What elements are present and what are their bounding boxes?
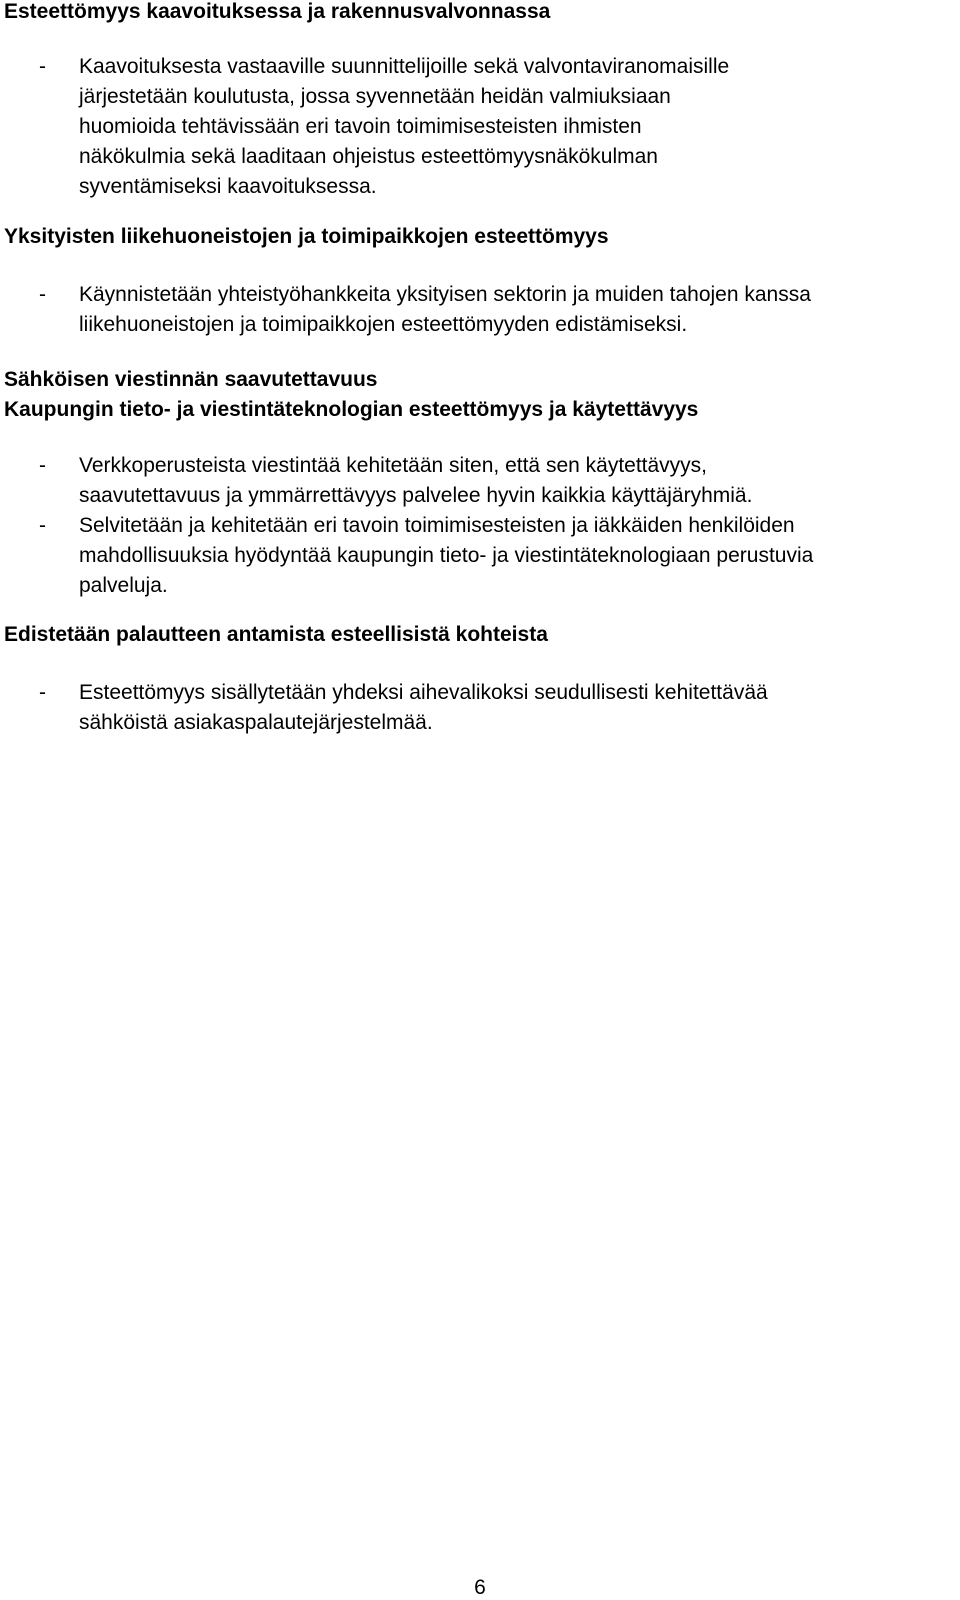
section-subheading: Kaupungin tieto- ja viestintäteknologian esteettömyys ja käytettävyys — [4, 398, 699, 421]
page-number: 6 — [474, 1576, 486, 1599]
list-item-line: Verkkoperusteista viestintää kehitetään siten, että sen käytettävyys, — [79, 454, 708, 477]
list-item-line: huomioida tehtävissään eri tavoin toimimisesteisten ihmisten — [79, 115, 642, 138]
list-item-line: sähköistä asiakaspalautejärjestelmää. — [79, 711, 433, 734]
list-item-line: palveluja. — [79, 574, 168, 597]
bullet-list — [0, 451, 949, 601]
list-item — [0, 52, 949, 202]
list-item-line: näkökulmia sekä laaditaan ohjeistus esteettömyysnäkökulman — [79, 145, 658, 168]
list-item-line: saavutettavuus ja ymmärrettävyys palvelee hyvin kaikkia käyttäjäryhmiä. — [79, 484, 753, 507]
list-item-line: liikehuoneistojen ja toimipaikkojen esteettömyyden edistämiseksi. — [79, 313, 688, 336]
section-heading: Sähköisen viestinnän saavutettavuus — [4, 368, 378, 391]
list-item-line: Kaavoituksesta vastaaville suunnittelijoille sekä valvontaviranomaisille — [79, 55, 730, 78]
bullet-dash: - — [39, 514, 46, 537]
section-heading: Edistetään palautteen antamista esteellisistä kohteista — [4, 623, 548, 646]
list-item-line: Selvitetään ja kehitetään eri tavoin toimimisesteisten ja iäkkäiden henkilöiden — [79, 514, 795, 537]
list-item-line: Esteettömyys sisällytetään yhdeksi aihevalikoksi seudullisesti kehitettävää — [79, 681, 768, 704]
bullet-list — [0, 280, 949, 340]
list-item-line: mahdollisuuksia hyödyntää kaupungin tieto- ja viestintäteknologiaan perustuvia — [79, 544, 814, 567]
bullet-dash: - — [39, 454, 46, 477]
list-item-line: järjestetään koulutusta, jossa syvennetään heidän valmiuksiaan — [79, 85, 671, 108]
section-heading: Esteettömyys kaavoituksessa ja rakennusvalvonnassa — [4, 0, 551, 23]
list-item — [0, 451, 949, 511]
bullet-dash: - — [39, 681, 46, 704]
list-item-line: Käynnistetään yhteistyöhankkeita yksityisen sektorin ja muiden tahojen kanssa — [79, 283, 811, 306]
bullet-dash: - — [39, 55, 46, 78]
bullet-list — [0, 678, 949, 738]
bullet-list — [0, 52, 949, 202]
list-item — [0, 511, 949, 601]
list-item-line: syventämiseksi kaavoituksessa. — [79, 175, 377, 198]
list-item — [0, 678, 949, 738]
bullet-dash: - — [39, 283, 46, 306]
section-heading: Yksityisten liikehuoneistojen ja toimipaikkojen esteettömyys — [4, 225, 609, 248]
list-item — [0, 280, 949, 340]
